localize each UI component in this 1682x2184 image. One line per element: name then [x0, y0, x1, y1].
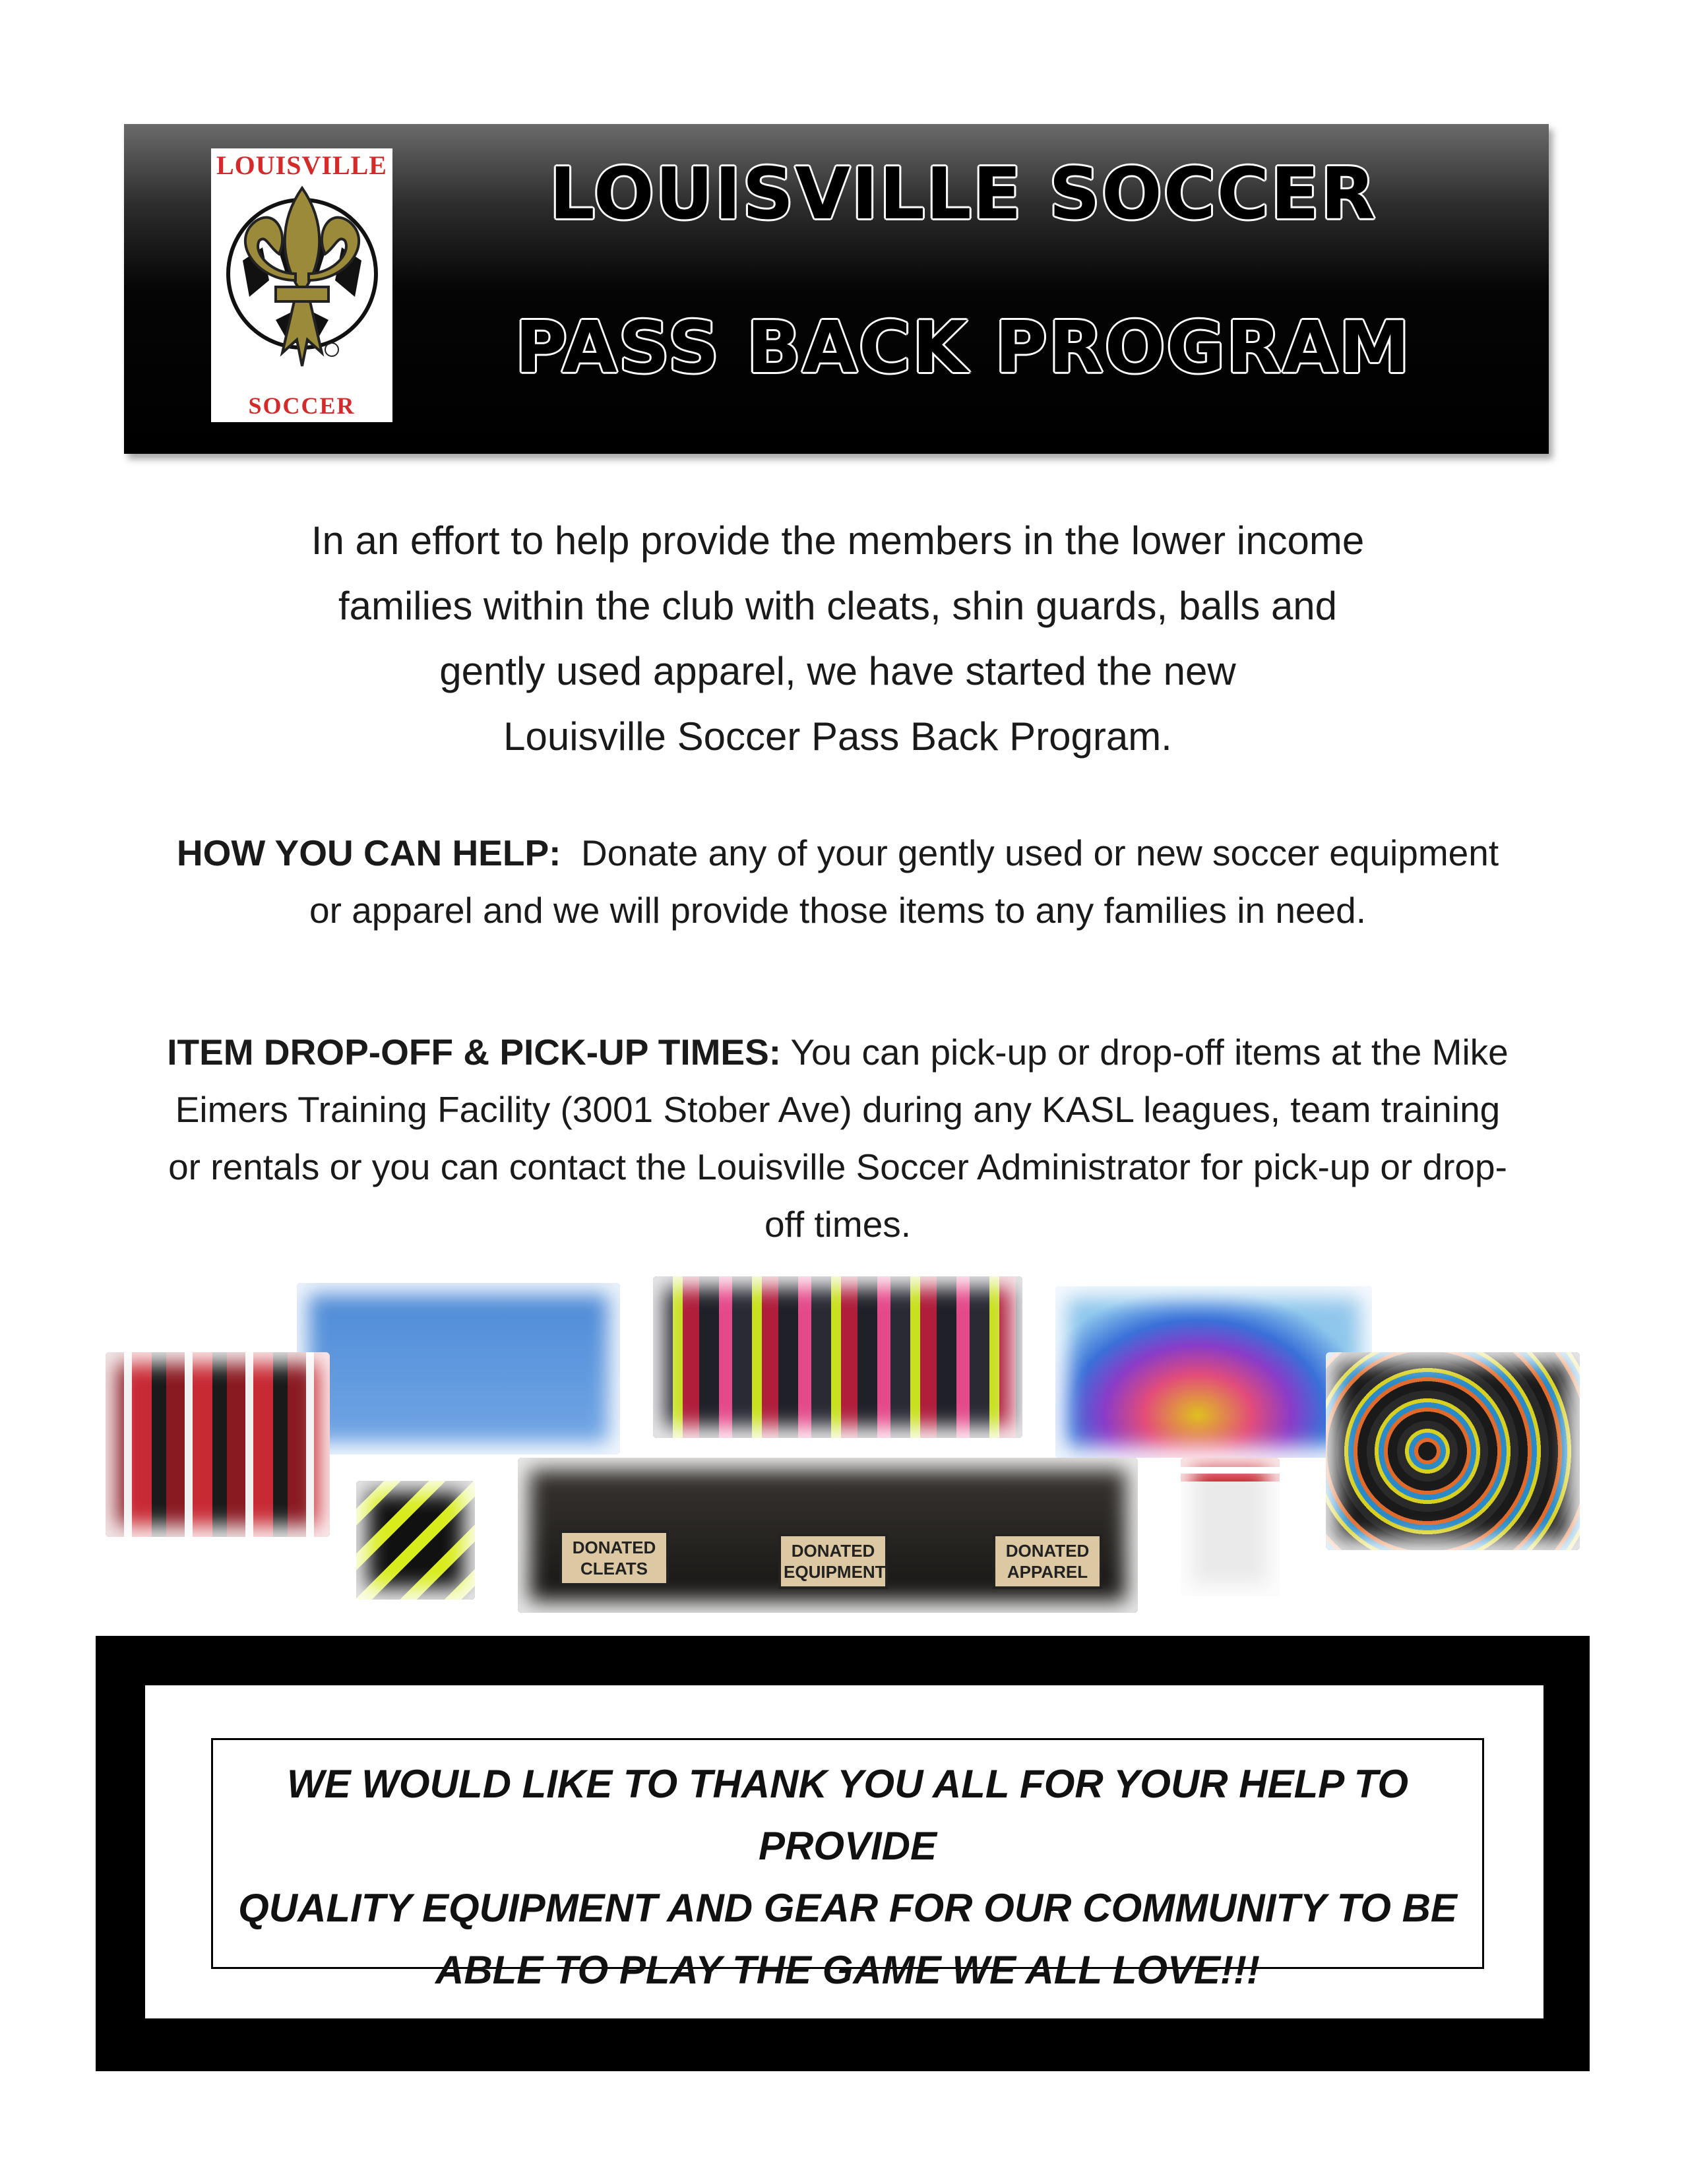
- donated-equipment-label: DONATED EQUIPMENT: [778, 1534, 888, 1589]
- intro-line: gently used apparel, we have started the new: [439, 649, 1236, 693]
- jerseys-photo: [106, 1352, 330, 1537]
- fleur-de-lis-ball-icon: [216, 181, 388, 379]
- dropoff-text: You can pick-up or drop-off items at the Mike Eimers Training Facility (3001 Stober Ave) during any KASL leagues, team training or rentals or you can contact the Louisville Soccer Administrator for pick-up or drop-off times.: [168, 1032, 1509, 1245]
- cleats-pile-photo: [1326, 1352, 1580, 1550]
- intro-line: Louisville Soccer Pass Back Program.: [503, 714, 1172, 759]
- cleats-rack-photo: [653, 1276, 1022, 1438]
- donated-apparel-label: DONATED APPAREL: [993, 1534, 1102, 1589]
- shoes-on-wire-photo: [297, 1283, 620, 1454]
- louisville-soccer-logo: [211, 148, 392, 422]
- intro-line: families within the club with cleats, shin guards, balls and: [338, 584, 1338, 628]
- logo-top-text: LOUISVILLE: [216, 150, 387, 180]
- help-heading: HOW YOU CAN HELP:: [176, 832, 561, 873]
- intro-line: In an effort to help provide the members in the lower income: [311, 518, 1365, 563]
- thank-you-line: QUALITY EQUIPMENT AND GEAR FOR OUR COMMUNITY TO BE: [238, 1886, 1457, 1930]
- donated-cleats-label: DONATED CLEATS: [559, 1530, 669, 1586]
- page-title-line-2: PASS BACK PROGRAM: [514, 307, 1412, 389]
- dropoff-heading: ITEM DROP-OFF & PICK-UP TIMES:: [167, 1032, 782, 1073]
- help-text: Donate any of your gently used or new soccer equipment or apparel and we will provide those items to any families in need.: [309, 832, 1499, 931]
- shin-guard-photo: [356, 1481, 475, 1600]
- socks-photo: [1181, 1458, 1280, 1596]
- thank-you-line: WE WOULD LIKE TO THANK YOU ALL FOR YOUR HELP TO PROVIDE: [286, 1762, 1409, 1868]
- logo-bottom-text: SOCCER: [248, 392, 356, 419]
- clothing-pile-photo: [1055, 1286, 1372, 1458]
- page-title-line-1: LOUISVILLE SOCCER: [549, 153, 1377, 235]
- thank-you-box: [211, 1738, 1484, 1992]
- thank-you-line: ABLE TO PLAY THE GAME WE ALL LOVE!!!: [435, 1948, 1260, 1992]
- intro-paragraph: [165, 508, 1511, 769]
- how-you-can-help-section: [165, 825, 1511, 939]
- drop-off-section: [165, 1024, 1511, 1253]
- thank-you-text: [213, 1753, 1482, 2001]
